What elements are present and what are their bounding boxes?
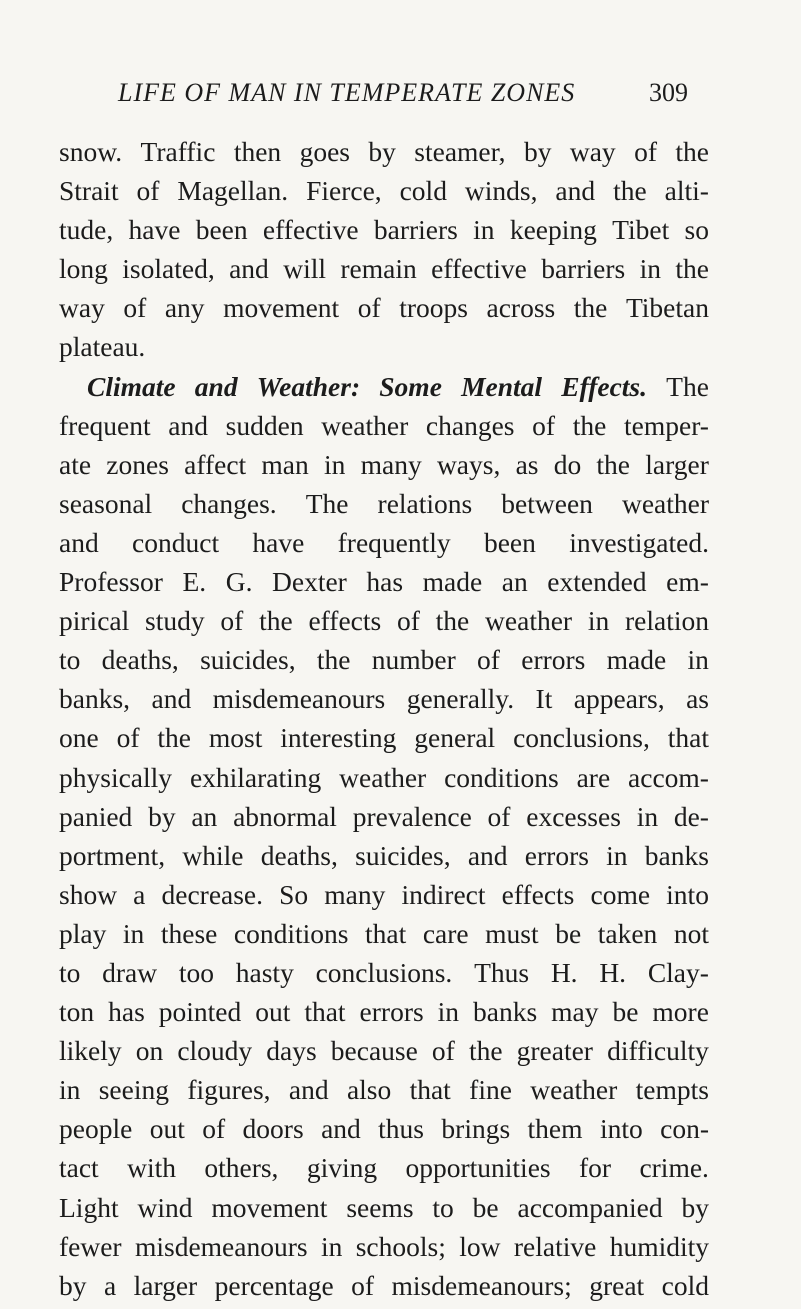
section-heading-word: Mental — [461, 370, 543, 402]
word: them — [527, 1113, 583, 1145]
word: made — [422, 566, 483, 598]
word: by — [523, 136, 552, 167]
word: and — [467, 839, 508, 871]
word: schools; — [355, 1230, 446, 1262]
word: made — [606, 644, 667, 676]
word: frequent — [59, 409, 151, 441]
word: of — [477, 644, 500, 676]
text-line — [59, 132, 709, 171]
word: weather — [621, 487, 709, 519]
word: the — [468, 1035, 503, 1067]
word: accompanied — [517, 1191, 663, 1223]
word: be — [612, 996, 639, 1028]
section-heading-word: Effects. — [561, 370, 647, 402]
text-line — [59, 484, 709, 523]
word: So — [279, 878, 309, 910]
word: for — [578, 1152, 612, 1184]
section-heading-word: Some — [379, 370, 442, 402]
word: pointed — [158, 996, 242, 1028]
word: Magellan. — [177, 175, 289, 207]
word: do — [553, 448, 582, 480]
word: errors — [521, 644, 586, 676]
word: abnormal — [233, 800, 337, 832]
word: portment, — [59, 839, 166, 871]
word: of — [202, 1113, 226, 1145]
word: long — [59, 253, 108, 285]
word: conditions — [444, 761, 559, 793]
word: into — [599, 1113, 643, 1145]
word: extended — [547, 566, 647, 598]
word: remain — [340, 253, 417, 285]
word: giving — [306, 1152, 378, 1184]
word: alti- — [664, 175, 709, 207]
word: of — [532, 409, 556, 441]
running-head: LIFE OF MAN IN TEMPERATE ZONES — [118, 78, 576, 107]
word: of — [351, 1269, 375, 1301]
word: H. — [599, 956, 627, 988]
word: seems — [346, 1191, 414, 1223]
word: has — [108, 996, 145, 1028]
word: by — [368, 136, 396, 167]
word: deaths, — [101, 644, 179, 676]
word: relation — [625, 605, 709, 637]
word: difficulty — [607, 1035, 709, 1067]
word: opportunities — [405, 1152, 551, 1184]
word: in — [606, 839, 628, 871]
word: seasonal — [59, 487, 153, 519]
word: It — [535, 683, 553, 715]
text-line — [59, 718, 709, 757]
word: so — [684, 214, 709, 246]
word: by — [681, 1191, 709, 1223]
word: suicides, — [355, 839, 451, 871]
word: cloudy — [177, 1035, 253, 1067]
text-line — [59, 367, 709, 406]
word: in — [324, 448, 346, 480]
text-line — [59, 327, 709, 366]
word: misdemeanours; — [391, 1269, 572, 1301]
text-line — [59, 562, 709, 601]
word: way — [59, 292, 105, 324]
word: in — [122, 917, 145, 949]
word: that — [365, 917, 407, 949]
text-line — [59, 210, 709, 249]
word: days — [266, 1035, 317, 1067]
word: of — [123, 292, 147, 324]
word: with — [127, 1152, 176, 1184]
word: in — [320, 1230, 343, 1262]
word: in — [587, 605, 610, 637]
word: be — [472, 1191, 499, 1223]
word: as — [515, 448, 539, 480]
word: conduct — [132, 526, 220, 558]
word: any — [164, 292, 205, 324]
word: wind — [137, 1191, 193, 1223]
text-line — [59, 797, 709, 836]
word: deaths, — [260, 839, 338, 871]
word: come — [590, 878, 651, 910]
word: study — [145, 605, 205, 637]
word: plateau. — [59, 331, 146, 363]
word: out — [149, 1113, 185, 1145]
word: thus — [378, 1113, 425, 1145]
word: of — [431, 1035, 455, 1067]
word: great — [589, 1269, 645, 1301]
word: to — [432, 1191, 454, 1223]
word: the — [613, 175, 647, 207]
section-heading-word: Weather: — [256, 370, 361, 402]
word: been — [483, 526, 536, 558]
word: changes — [425, 409, 515, 441]
word: weather — [321, 409, 409, 441]
word: greater — [516, 1035, 593, 1067]
word: of — [136, 175, 160, 207]
word: winds, — [464, 175, 538, 207]
word: weather — [485, 605, 573, 637]
word: fine — [469, 1074, 512, 1106]
word: of — [357, 292, 381, 324]
page-header — [118, 78, 688, 118]
word: while — [182, 839, 244, 871]
word: have — [128, 214, 181, 246]
word: of — [220, 605, 244, 637]
word: in — [59, 1074, 81, 1106]
section-heading-word: and — [194, 370, 238, 402]
word: humidity — [609, 1230, 709, 1262]
word: people — [59, 1113, 133, 1145]
word: generally. — [406, 683, 515, 715]
word: and — [321, 1113, 361, 1145]
word: frequently — [337, 526, 451, 558]
word: to — [59, 956, 81, 988]
word: effective — [262, 214, 359, 246]
word: affect — [184, 448, 247, 480]
word: cold — [399, 175, 447, 207]
text-line — [59, 406, 709, 445]
text-line — [59, 953, 709, 992]
word: The — [305, 487, 349, 519]
word: H. — [550, 956, 578, 988]
word: in — [639, 253, 661, 285]
word: the — [675, 136, 709, 167]
word: pirical — [59, 605, 130, 637]
word: ate — [59, 448, 92, 480]
word: G. — [225, 566, 253, 598]
page-number: 309 — [649, 78, 688, 107]
word: and — [288, 1074, 329, 1106]
text-line — [59, 171, 709, 210]
word: barriers — [541, 253, 626, 285]
text-line — [59, 679, 709, 718]
text-line — [59, 288, 709, 327]
word: the — [316, 644, 351, 676]
word: Clay- — [647, 956, 709, 988]
word: most — [208, 722, 263, 754]
text-line — [59, 836, 709, 875]
word: cold — [661, 1269, 709, 1301]
word: been — [195, 214, 248, 246]
text-line — [59, 992, 709, 1031]
word: show — [59, 878, 118, 910]
word: crime. — [639, 1152, 709, 1184]
word: ways, — [436, 448, 501, 480]
word: as — [686, 683, 709, 715]
text-line — [59, 1266, 709, 1305]
word: and — [168, 409, 208, 441]
word: of — [634, 136, 657, 167]
text-line — [59, 875, 709, 914]
text-line — [59, 523, 709, 562]
word: hasty — [235, 956, 294, 988]
text-line — [59, 601, 709, 640]
word: the — [596, 448, 631, 480]
word: of — [487, 800, 511, 832]
word: suicides, — [200, 644, 296, 676]
word: to — [59, 644, 81, 676]
word: relations — [377, 487, 473, 519]
word: number — [371, 644, 456, 676]
word: larger — [133, 1269, 198, 1301]
word: misdemeanours — [134, 1230, 308, 1262]
word: temper- — [624, 409, 709, 441]
word: effective — [431, 253, 527, 285]
text-line — [59, 1070, 709, 1109]
word: that — [409, 1074, 451, 1106]
word: many — [324, 878, 386, 910]
word: in — [687, 644, 709, 676]
word: because — [330, 1035, 418, 1067]
word: the — [157, 722, 192, 754]
word: movement — [211, 1191, 328, 1223]
word: are — [576, 761, 611, 793]
word: changes. — [181, 487, 277, 519]
word: tude, — [59, 214, 114, 246]
word: low — [459, 1230, 501, 1262]
word: Tibet — [612, 214, 670, 246]
word: the — [435, 605, 470, 637]
word: a — [133, 878, 146, 910]
word: figures, — [187, 1074, 271, 1106]
word: seeing — [98, 1074, 169, 1106]
word: excesses — [526, 800, 621, 832]
word: ton — [59, 996, 95, 1028]
word: E. — [182, 566, 207, 598]
word: tact — [59, 1152, 99, 1184]
word: troops — [399, 292, 468, 324]
word: of — [116, 722, 140, 754]
word: errors — [359, 996, 424, 1028]
word: Strait — [59, 175, 119, 207]
word: goes — [299, 136, 350, 167]
word: de- — [673, 800, 709, 832]
word: into — [666, 878, 709, 910]
word: Fierce, — [306, 175, 382, 207]
word: prevalence — [352, 800, 472, 832]
word: that — [667, 722, 709, 754]
word: errors — [524, 839, 589, 871]
word: the — [573, 292, 608, 324]
text-line — [59, 640, 709, 679]
word: exhilarating — [189, 761, 322, 793]
word: fewer — [59, 1230, 122, 1262]
word: in — [473, 214, 495, 246]
word: man — [261, 448, 309, 480]
word: way — [569, 136, 616, 167]
word: of — [396, 605, 420, 637]
word: a — [103, 1269, 117, 1301]
word: isolated, — [122, 253, 215, 285]
word: decrease. — [161, 878, 264, 910]
word: between — [501, 487, 593, 519]
word: not — [673, 917, 709, 949]
word: steamer, — [414, 136, 506, 167]
word: an — [191, 800, 218, 832]
word: others, — [204, 1152, 279, 1184]
word: be — [555, 917, 582, 949]
word: also — [346, 1074, 392, 1106]
text-line — [59, 1188, 709, 1227]
word: weather — [530, 1074, 618, 1106]
word: investigated. — [569, 526, 709, 558]
section-heading-word: Climate — [87, 370, 176, 402]
text-line — [59, 1227, 709, 1266]
word: likely — [59, 1035, 122, 1067]
word: Dexter — [272, 566, 347, 598]
word: that — [304, 996, 346, 1028]
word: The — [666, 370, 709, 402]
word: the — [572, 409, 607, 441]
word: then — [233, 136, 282, 167]
word: the — [259, 605, 293, 637]
body-text — [59, 132, 709, 1305]
word: effects — [308, 605, 382, 637]
word: will — [283, 253, 326, 285]
word: brings — [441, 1113, 511, 1145]
word: have — [252, 526, 305, 558]
word: taken — [597, 917, 658, 949]
word: may — [551, 996, 599, 1028]
text-line — [59, 1109, 709, 1148]
word: Professor — [59, 566, 163, 598]
word: and — [555, 175, 596, 207]
word: indirect — [401, 878, 486, 910]
word: tempts — [635, 1074, 709, 1106]
word: movement — [223, 292, 340, 324]
word: and — [229, 253, 269, 285]
text-line — [59, 914, 709, 953]
text-line — [59, 1148, 709, 1187]
word: by — [59, 1269, 87, 1301]
text-line — [59, 249, 709, 288]
word: panied — [59, 800, 133, 832]
word: in — [437, 996, 460, 1028]
word: barriers — [373, 214, 458, 246]
word: in — [636, 800, 659, 832]
word: conclusions. — [315, 956, 453, 988]
word: zones — [106, 448, 169, 480]
word: conclusions, — [513, 722, 650, 754]
word: conditions — [233, 917, 349, 949]
word: interesting — [280, 722, 397, 754]
word: on — [135, 1035, 164, 1067]
word: snow. — [59, 136, 123, 167]
word: these — [160, 917, 218, 949]
word: play — [59, 917, 107, 949]
word: physically — [59, 761, 173, 793]
word: and — [59, 526, 99, 558]
word: has — [366, 566, 404, 598]
word: Thus — [474, 956, 530, 988]
word: across — [486, 292, 556, 324]
word: em- — [666, 566, 709, 598]
word: con- — [660, 1113, 709, 1145]
word: by — [148, 800, 176, 832]
word: Light — [59, 1191, 119, 1223]
word: more — [652, 996, 709, 1028]
word: and — [151, 683, 192, 715]
word: relative — [513, 1230, 597, 1262]
word: keeping — [509, 214, 597, 246]
word: sudden — [225, 409, 304, 441]
text-line — [59, 758, 709, 797]
word: larger — [645, 448, 709, 480]
text-line — [59, 445, 709, 484]
word: appears, — [573, 683, 665, 715]
word: percentage — [214, 1269, 334, 1301]
word: effects — [501, 878, 575, 910]
word: banks — [473, 996, 538, 1028]
word: the — [675, 253, 709, 285]
word: weather — [339, 761, 427, 793]
word: must — [485, 917, 539, 949]
word: general — [414, 722, 496, 754]
word: misdemeanours — [212, 683, 386, 715]
word: banks, — [59, 683, 131, 715]
word: accom- — [628, 761, 709, 793]
word: Traffic — [140, 136, 216, 167]
word: banks — [644, 839, 709, 871]
word: out — [255, 996, 291, 1028]
word: Tibetan — [625, 292, 709, 324]
word: too — [178, 956, 215, 988]
word: many — [360, 448, 422, 480]
word: an — [501, 566, 528, 598]
word: care — [422, 917, 469, 949]
word: one — [59, 722, 99, 754]
text-line — [59, 1031, 709, 1070]
word: doors — [242, 1113, 304, 1145]
word: draw — [102, 956, 158, 988]
